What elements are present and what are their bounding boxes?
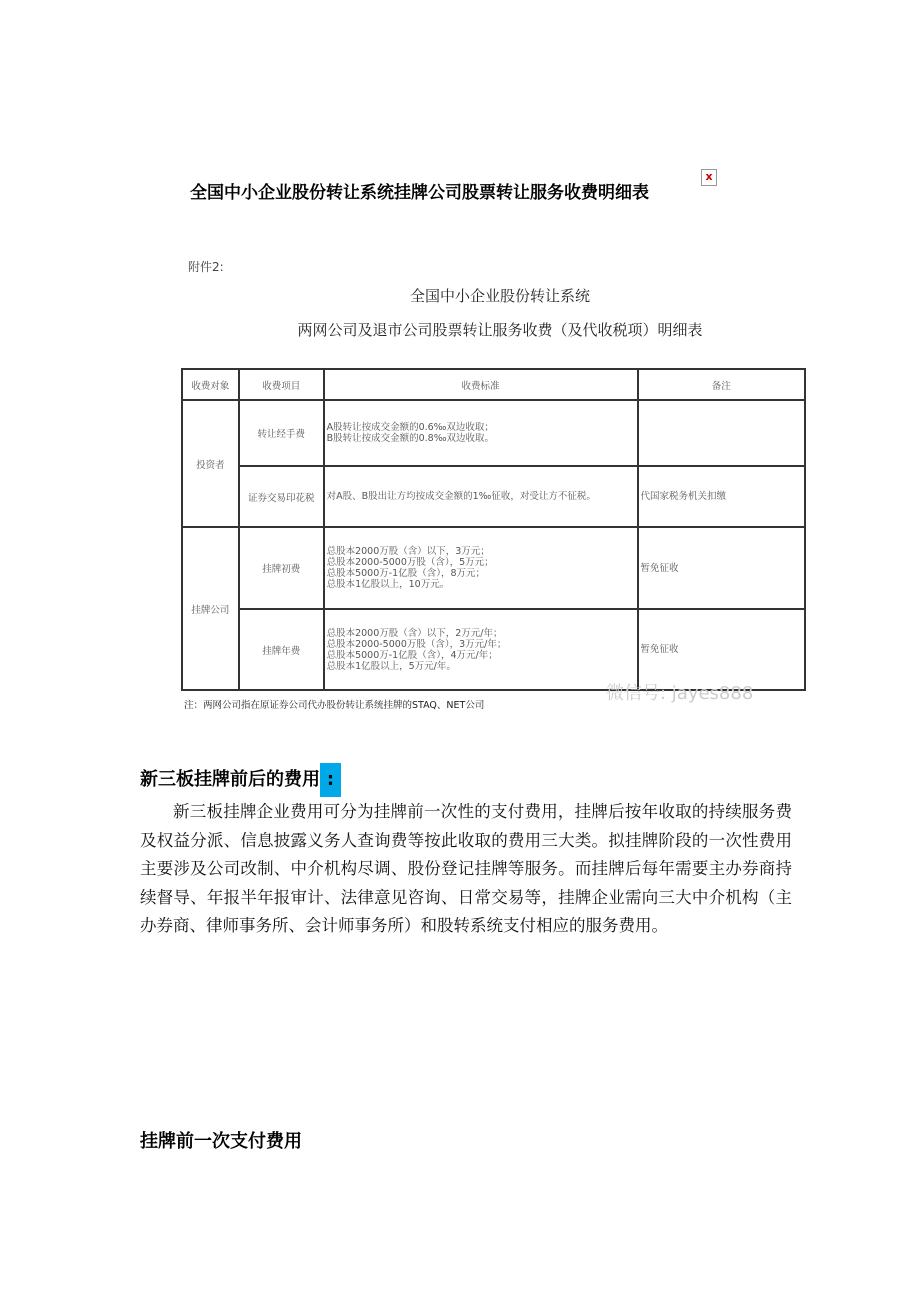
body-paragraph: 新三板挂牌企业费用可分为挂牌前一次性的支付费用，挂牌后按年收取的持续服务费及权益分派、信息披露义务人查询费等按此收取的费用三大类。拟挂牌阶段的一次性费用主要涉及公司改制、中介机构尽调、股份登记挂牌等服务。而挂牌后每年需要主办券商持续督导、年报半年报审计、法律意见咨询、日常交易等，挂牌企业需向三大中介机构（主办券商、律师事务所、会计师事务所）和股转系统支付相应的服务费用。 [140,802,792,935]
header-cell: 备注 [638,369,805,400]
broken-image-icon: x [701,169,717,186]
table-row [182,400,805,466]
standard-line: 总股本2000-5000万股（含），3万元/年； [326,638,507,650]
header-cell: 收费项目 [239,369,324,400]
standard-line: 总股本5000万-1亿股（含），4万元/年； [326,649,498,661]
table-row [182,609,805,690]
standard-line: 总股本2000-5000万股（含），5万元； [326,557,494,568]
table-header-row [182,369,805,400]
standard-cell [324,609,638,690]
note-cell: 暂免征收 [638,527,805,609]
standard-line: A股转让按成交金额的0.6‰双边收取； [326,422,494,433]
section-heading: 挂牌前一次支付费用 [140,1131,302,1152]
standard-line: 总股本1亿股以上，10万元。 [326,579,450,590]
target-cell: 投资者 [182,400,239,527]
standard-line: 总股本1亿股以上，5万元/年。 [326,660,456,672]
standard-line: B股转让按成交金额的0.8‰双边收取。 [326,433,494,444]
table-subtitle: 全国中小企业股份转让系统 [409,287,590,305]
note-cell [638,400,805,466]
standard-line: 总股本2000万股（含）以下，2万元/年； [326,627,503,639]
standard-line: 总股本2000万股（含）以下，3万元； [326,546,490,557]
attachment-label: 附件2: [188,260,224,274]
header-cell: 收费对象 [182,369,239,400]
table-row [182,527,805,609]
standard-cell [324,466,638,527]
standard-line: 总股本5000万-1亿股（含），8万元； [326,568,486,579]
table-row [182,466,805,527]
header-cell: 收费标准 [324,369,638,400]
note-cell: 代国家税务机关扣缴 [638,466,805,527]
standard-cell [324,400,638,466]
document-title: 全国中小企业股份转让系统挂牌公司股票转让服务收费明细表 [190,183,649,203]
standard-line: 对A股、B股出让方均按成交金额的1‰征收，对受让方不征税。 [326,491,596,502]
item-cell: 转让经手费 [239,400,324,466]
note-cell: 暂免征收 [638,609,805,690]
item-cell: 证券交易印花税 [239,466,324,527]
wechat-watermark: 微信号: jayes888 [606,683,754,704]
table-footnote: 注：两网公司指在原证券公司代办股份转让系统挂牌的STAQ、NET公司 [184,700,485,711]
item-cell: 挂牌初费 [239,527,324,609]
item-cell: 挂牌年费 [239,609,324,690]
fee-table [181,368,806,691]
table-subtitle: 两网公司及退市公司股票转让服务收费（及代收税项）明细表 [297,321,703,339]
section-heading-text: 新三板挂牌前后的费用 [140,769,320,790]
section-heading [140,763,341,797]
standard-cell [324,527,638,609]
highlighted-colon: : [320,763,341,797]
target-cell: 挂牌公司 [182,527,239,690]
